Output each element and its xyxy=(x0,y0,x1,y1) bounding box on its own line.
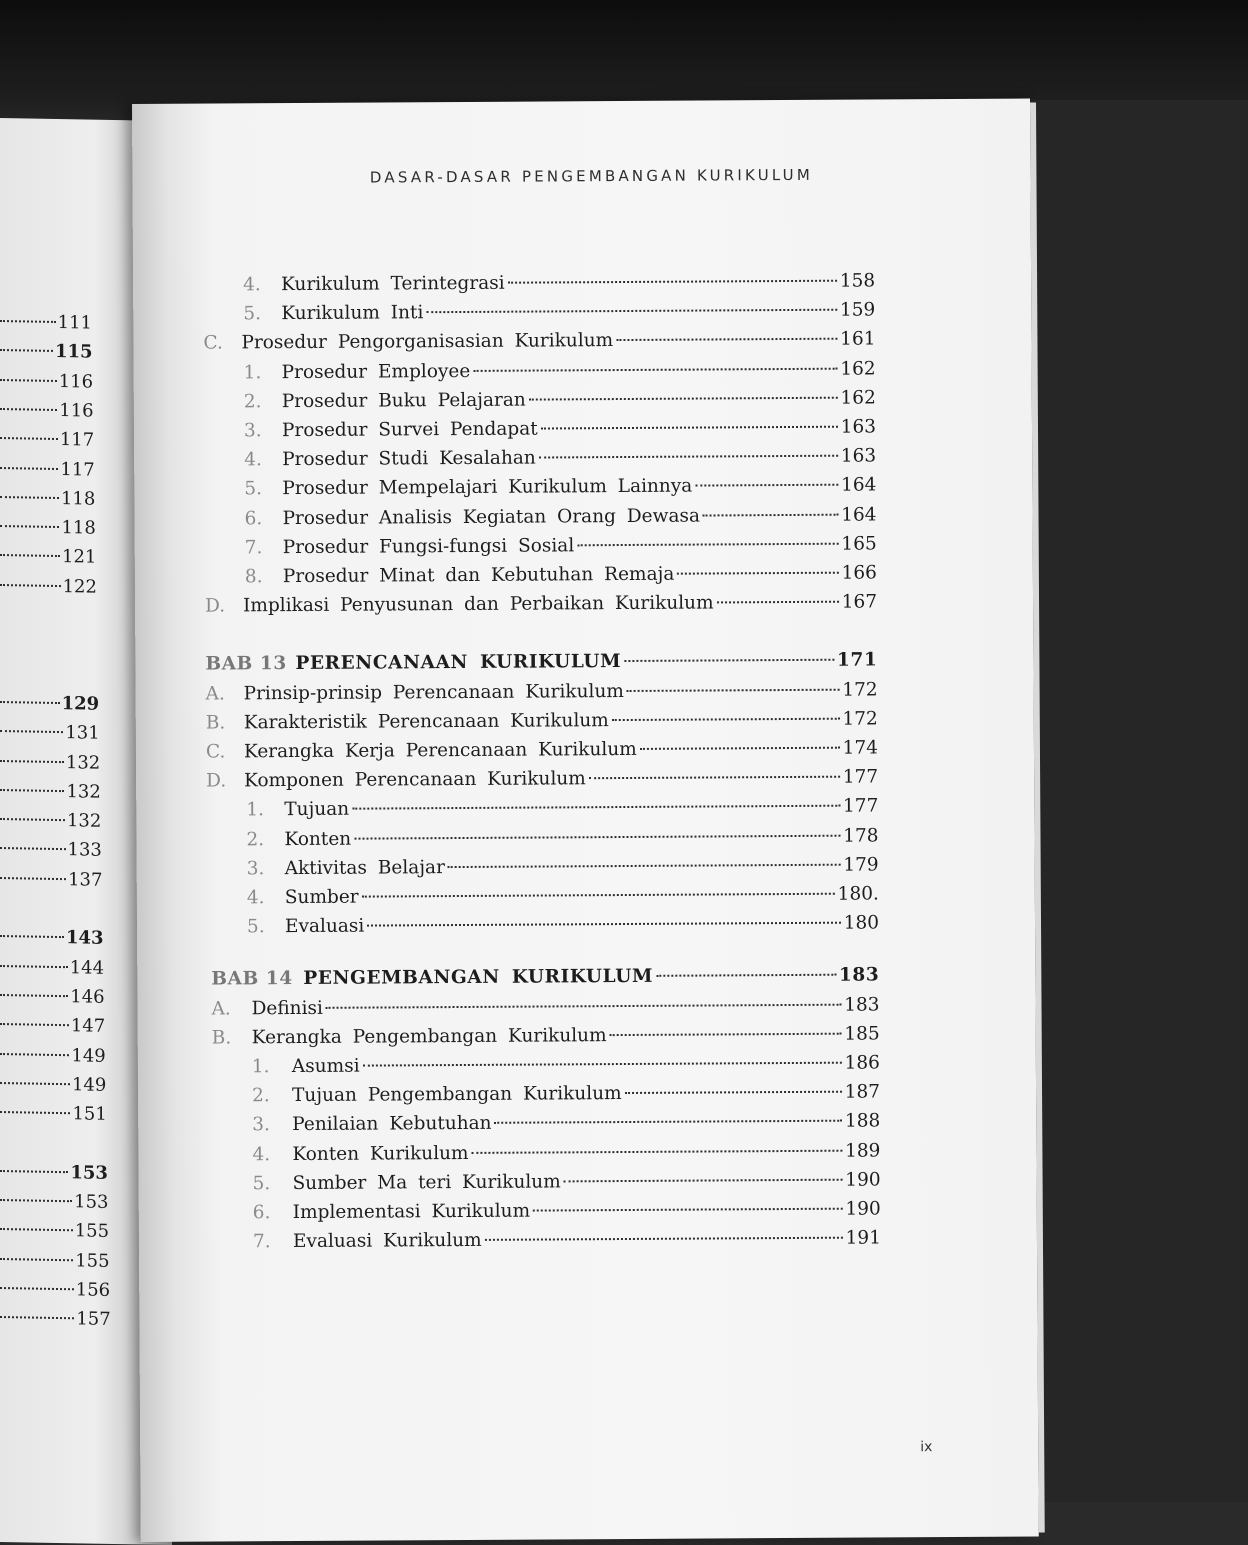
left-toc-row xyxy=(0,748,100,778)
toc-entry-title: Prosedur Studi Kesalahan xyxy=(282,447,536,471)
dot-leader xyxy=(656,974,836,977)
toc-entry-number: 1. xyxy=(246,799,265,821)
toc-entry-title: Tujuan xyxy=(284,799,350,821)
page-number: ix xyxy=(920,1439,933,1456)
dot-leader xyxy=(485,1237,843,1241)
left-toc-row xyxy=(0,1011,105,1041)
toc-entry-number: 3. xyxy=(243,420,262,442)
running-head: DASAR-DASAR PENGEMBANGAN KURIKULUM xyxy=(369,165,814,187)
left-toc-row xyxy=(0,777,101,807)
toc-entry-number: D. xyxy=(205,595,226,617)
toc-entry-title: Karakteristik Perencanaan Kurikulum xyxy=(243,709,609,734)
left-toc-page: 121 xyxy=(62,546,97,569)
left-toc-row xyxy=(0,1128,107,1158)
left-toc-row xyxy=(0,660,99,690)
toc-entry-number: 4. xyxy=(244,449,262,471)
toc-entry-title: Prosedur Mempelajari Kurikulum Lainnya xyxy=(282,475,693,500)
toc-entry-number: C. xyxy=(205,741,226,763)
toc-entry-title: Kurikulum Inti xyxy=(281,302,424,325)
dot-leader xyxy=(640,747,840,750)
dot-leader xyxy=(0,1228,73,1231)
dot-leader xyxy=(0,1199,72,1202)
left-toc-page: 144 xyxy=(69,956,105,979)
dot-leader xyxy=(529,396,838,400)
left-toc-row xyxy=(0,484,95,514)
left-toc-page: 153 xyxy=(70,1161,108,1184)
left-toc-page: 131 xyxy=(65,722,100,744)
toc-entry-title: Prinsip-prinsip Perencanaan Kurikulum xyxy=(243,680,624,704)
dot-leader xyxy=(610,1032,842,1035)
left-toc-page: 151 xyxy=(72,1103,107,1125)
toc-entry-page: 190 xyxy=(845,1198,881,1220)
background-right xyxy=(1018,100,1248,1542)
left-toc-page: 115 xyxy=(54,341,93,363)
toc-entry-page: 183 xyxy=(838,964,880,987)
toc-entry-number: 6. xyxy=(244,507,263,529)
toc-entry-page: 188 xyxy=(844,1110,881,1133)
left-toc-page: 153 xyxy=(74,1191,109,1213)
left-toc-page: 132 xyxy=(66,780,101,803)
toc-entry-title: Tujuan Pengembangan Kurikulum xyxy=(291,1083,622,1107)
toc-entry-title: Prosedur Buku Pelajaran xyxy=(281,389,526,412)
toc-entry xyxy=(244,443,876,475)
left-toc-row xyxy=(0,572,97,602)
toc-entry-page: 172 xyxy=(842,708,878,730)
toc-entry-page: 190 xyxy=(845,1169,881,1191)
left-toc-row xyxy=(0,455,95,485)
toc-entry-page: 191 xyxy=(845,1227,882,1249)
dot-leader xyxy=(533,1208,842,1212)
toc-entry-number: 1. xyxy=(251,1056,270,1078)
toc-entry-page: 164 xyxy=(840,474,877,497)
dot-leader xyxy=(0,965,68,968)
dot-leader xyxy=(677,572,838,575)
dot-leader xyxy=(0,760,64,763)
dot-leader xyxy=(539,455,838,459)
toc-entry-title: Aktivitas Belajar xyxy=(284,856,445,879)
toc-entry xyxy=(253,1225,881,1257)
dot-leader xyxy=(0,1082,70,1085)
dot-leader xyxy=(362,893,835,898)
toc-entry-page: 158 xyxy=(839,270,876,292)
toc-entry-number: 5. xyxy=(252,1172,271,1195)
left-toc-row xyxy=(0,806,101,836)
toc-entry xyxy=(245,530,877,562)
dot-leader xyxy=(589,776,840,780)
main-page xyxy=(132,99,1039,1542)
toc-entry-number: 7. xyxy=(244,537,263,559)
toc-entry-title: Kerangka Pengembangan Kurikulum xyxy=(251,1024,607,1049)
dot-leader xyxy=(0,408,57,411)
left-toc-row xyxy=(0,1187,109,1217)
toc-entry-number: A. xyxy=(211,998,231,1020)
toc-entry xyxy=(247,880,879,912)
dot-leader xyxy=(0,847,66,850)
toc-entry xyxy=(205,589,877,621)
left-toc-row xyxy=(0,718,100,748)
left-toc-row xyxy=(0,835,102,865)
left-toc-row xyxy=(0,630,98,660)
left-toc-row xyxy=(0,308,92,338)
dot-leader xyxy=(695,484,838,487)
dot-leader xyxy=(0,1053,69,1056)
toc-entry-number: BAB 13 xyxy=(205,653,287,675)
left-toc-row xyxy=(0,865,102,895)
toc-entry-page: 161 xyxy=(840,328,876,351)
toc-entry-page: 183 xyxy=(844,994,880,1016)
toc-entry-page: 166 xyxy=(841,562,877,584)
toc-entry-number: 3. xyxy=(246,858,265,880)
toc-entry-title: PERENCANAAN KURIKULUM xyxy=(295,651,622,675)
left-toc-page: 133 xyxy=(67,839,102,862)
toc-entry-number: BAB 14 xyxy=(211,968,293,990)
left-toc-row xyxy=(0,1158,108,1188)
toc-entry-number: 4. xyxy=(246,887,265,909)
toc-entry-number: 1. xyxy=(243,361,262,383)
toc-entry xyxy=(245,559,877,591)
left-toc-page: 116 xyxy=(59,399,94,422)
toc-entry-title: Evaluasi Kurikulum xyxy=(292,1230,482,1253)
toc-entry xyxy=(244,472,876,504)
toc-entry-title: Implikasi Penyusunan dan Perbaikan Kurikulum xyxy=(243,592,714,617)
toc-entry-number: 3. xyxy=(252,1114,270,1136)
dot-leader xyxy=(612,717,840,720)
toc-entry-title: Prosedur Survei Pendapat xyxy=(281,418,538,442)
toc-entry-page: 180 xyxy=(843,912,880,934)
dot-leader xyxy=(0,877,66,880)
toc-entry xyxy=(252,1079,880,1111)
toc-entry xyxy=(203,326,875,358)
toc-entry-number: B. xyxy=(211,1027,232,1049)
toc-entry-title: Sumber xyxy=(284,886,359,909)
toc-entry xyxy=(246,822,878,854)
dot-leader xyxy=(367,922,840,927)
left-toc-page: 122 xyxy=(62,575,97,598)
toc-entry-page: 162 xyxy=(840,387,876,409)
toc-entry-title: Prosedur Minat dan Kebutuhan Remaja xyxy=(282,563,675,588)
left-toc-row xyxy=(0,542,96,572)
toc-entry-number: B. xyxy=(205,712,226,734)
dot-leader xyxy=(0,994,68,997)
dot-leader xyxy=(541,426,838,430)
dot-leader xyxy=(0,1258,73,1261)
dot-leader xyxy=(703,513,838,516)
toc-entry-page: 177 xyxy=(842,766,879,788)
toc-entry-page: 177 xyxy=(842,795,879,818)
dot-leader xyxy=(448,863,840,867)
dot-leader xyxy=(426,309,837,314)
left-toc-page: 149 xyxy=(71,1044,106,1067)
toc-entry-page: 162 xyxy=(840,358,876,380)
toc-entry xyxy=(206,705,878,737)
left-toc-row xyxy=(0,923,104,953)
toc-entry-page: 163 xyxy=(840,445,877,467)
left-toc-page: 118 xyxy=(60,487,96,510)
dot-leader xyxy=(0,349,53,352)
toc-entry xyxy=(206,676,878,708)
left-toc-page: 155 xyxy=(74,1220,110,1243)
toc-entry-page: 187 xyxy=(844,1081,881,1103)
dot-leader xyxy=(473,367,837,371)
dot-leader xyxy=(616,338,837,341)
toc-entry-title: Kerangka Kerja Perencanaan Kurikulum xyxy=(243,738,637,763)
left-toc-row xyxy=(0,513,96,543)
left-toc-page: 155 xyxy=(75,1249,110,1272)
left-toc-row xyxy=(0,953,104,983)
left-toc-row xyxy=(0,1070,106,1100)
dot-leader xyxy=(0,789,64,792)
toc-entry-number: D. xyxy=(206,770,227,792)
toc-entry-number: 5. xyxy=(243,303,262,325)
dot-leader xyxy=(625,1091,842,1094)
dot-leader xyxy=(0,379,57,382)
toc-entry-number: 4. xyxy=(252,1143,271,1165)
dot-leader xyxy=(354,834,840,839)
left-toc-page: 147 xyxy=(70,1015,106,1038)
dot-leader xyxy=(577,542,838,546)
toc-entry xyxy=(253,1166,881,1198)
toc-entry-title: PENGEMBANGAN KURIKULUM xyxy=(303,966,654,990)
toc-entry-page: 167 xyxy=(841,591,878,613)
toc-entry-page: 164 xyxy=(841,504,877,526)
dot-leader xyxy=(495,1120,842,1124)
toc-entry-page: 165 xyxy=(841,533,877,555)
toc-entry-title: Konten xyxy=(284,828,352,850)
left-toc-page: 117 xyxy=(59,429,95,451)
left-toc-row xyxy=(0,982,105,1012)
toc-entry-number: 2. xyxy=(246,828,265,850)
toc-entry-number: 5. xyxy=(246,916,265,938)
toc-entry xyxy=(244,413,876,445)
toc-entry xyxy=(247,910,879,942)
toc-entry xyxy=(206,734,878,766)
dot-leader xyxy=(0,1170,68,1173)
left-toc-page: 132 xyxy=(66,810,102,832)
toc-entry-page: 186 xyxy=(844,1052,880,1074)
left-toc-page: 117 xyxy=(60,458,95,481)
toc-entry xyxy=(252,1108,880,1140)
left-toc-page: 118 xyxy=(61,517,96,539)
toc-entry-title: Penilaian Kebutuhan xyxy=(292,1113,492,1136)
toc-entry-number: 4. xyxy=(243,274,261,296)
left-toc-page: 111 xyxy=(57,312,92,334)
dot-leader xyxy=(472,1149,843,1153)
left-toc-row xyxy=(0,689,99,719)
toc-entry-page: 179 xyxy=(843,854,879,876)
toc-entry xyxy=(206,764,878,796)
left-toc-row xyxy=(0,367,93,397)
left-toc-row xyxy=(0,601,98,631)
toc-entry-title: Prosedur Employee xyxy=(281,360,471,383)
toc-entry-page: 180. xyxy=(837,883,879,905)
toc-entry-title: Definisi xyxy=(251,997,323,1019)
dot-leader xyxy=(0,525,59,528)
toc-entry xyxy=(246,793,878,825)
left-toc-row xyxy=(0,337,93,367)
toc-entry-page: 178 xyxy=(843,825,879,847)
toc-entry-title: Konten Kurikulum xyxy=(292,1142,469,1165)
toc-entry xyxy=(212,1020,880,1052)
dot-leader xyxy=(352,805,840,810)
toc-entry-page: 174 xyxy=(842,737,879,759)
dot-leader xyxy=(0,935,64,938)
left-toc-page: 143 xyxy=(65,927,104,950)
left-toc-row xyxy=(0,1216,109,1246)
toc-entry-title: Prosedur Pengorganisasian Kurikulum xyxy=(241,330,614,354)
dot-leader xyxy=(717,601,839,604)
toc-entry-title: Prosedur Analisis Kegiatan Orang Dewasa xyxy=(282,505,701,529)
left-toc-row xyxy=(0,1246,110,1276)
toc-entry xyxy=(253,1195,881,1227)
dot-leader xyxy=(0,496,59,499)
toc-entry-title: Komponen Perencanaan Kurikulum xyxy=(244,768,586,792)
dot-leader xyxy=(326,1003,841,1008)
toc-entry-title: Asumsi xyxy=(291,1055,360,1078)
toc-entry xyxy=(244,501,876,533)
dot-leader xyxy=(564,1178,843,1182)
toc-entry-number: 7. xyxy=(252,1231,271,1253)
left-toc-page: 116 xyxy=(58,370,94,393)
dot-leader xyxy=(0,437,58,440)
dot-leader xyxy=(627,688,839,691)
dot-leader xyxy=(0,818,65,821)
dot-leader xyxy=(0,320,56,323)
dot-leader xyxy=(508,280,837,284)
toc-entry-number: C. xyxy=(203,332,223,354)
toc-entry-title: Kurikulum Terintegrasi xyxy=(281,272,505,296)
dot-leader xyxy=(0,467,58,470)
dot-leader xyxy=(624,659,834,662)
dot-leader xyxy=(0,1287,74,1290)
toc-entry xyxy=(252,1049,880,1081)
dot-leader xyxy=(0,554,60,557)
left-toc-page: 137 xyxy=(68,868,103,891)
toc-entry-number: 8. xyxy=(244,566,263,588)
toc-entry xyxy=(244,355,876,387)
left-toc-row xyxy=(0,1099,107,1129)
toc-entry xyxy=(252,1137,880,1169)
chapter-heading xyxy=(211,962,879,994)
chapter-heading xyxy=(205,647,877,679)
left-toc-page: 146 xyxy=(70,986,105,1008)
toc-entry xyxy=(211,991,879,1023)
left-toc-row xyxy=(0,396,94,426)
left-toc-page: 156 xyxy=(75,1279,111,1301)
dot-leader xyxy=(0,1111,70,1114)
toc-entry-title: Prosedur Fungsi-fungsi Sosial xyxy=(282,535,575,558)
toc-entry-page: 185 xyxy=(844,1023,880,1045)
toc-entry-title: Implementasi Kurikulum xyxy=(292,1200,531,1224)
left-toc-row xyxy=(0,1304,111,1334)
toc-entry-number: A. xyxy=(205,683,225,705)
left-toc-row xyxy=(0,894,103,924)
toc-entry-number: 5. xyxy=(244,478,263,500)
toc-entry-page: 172 xyxy=(842,679,878,701)
toc-entry xyxy=(244,384,876,416)
toc-entry-page: 189 xyxy=(845,1140,881,1162)
dot-leader xyxy=(0,1316,74,1319)
dot-leader xyxy=(0,1023,69,1026)
toc-entry-title: Sumber Ma teri Kurikulum xyxy=(292,1171,561,1194)
toc-entry xyxy=(243,267,875,299)
toc-entry-page: 159 xyxy=(839,299,876,321)
toc-entry xyxy=(243,297,875,329)
left-toc-row xyxy=(0,425,94,455)
toc-entry-number: 6. xyxy=(252,1202,271,1224)
left-toc-page: 129 xyxy=(61,692,100,715)
toc-entry-number: 2. xyxy=(243,391,262,413)
toc-entry-page: 163 xyxy=(840,416,877,438)
dot-leader xyxy=(0,701,60,704)
left-toc-row xyxy=(0,1275,110,1305)
left-toc-row xyxy=(0,1041,106,1071)
left-toc-page: 157 xyxy=(76,1308,111,1331)
left-toc-page: 149 xyxy=(71,1074,107,1096)
toc-entry-number: 2. xyxy=(251,1085,270,1107)
dot-leader xyxy=(363,1062,842,1067)
toc-entry xyxy=(247,851,879,883)
dot-leader xyxy=(0,730,63,733)
dot-leader xyxy=(0,584,61,587)
toc-entry-title: Evaluasi xyxy=(284,915,365,938)
toc-entry-page: 171 xyxy=(836,649,878,672)
left-toc-page: 132 xyxy=(65,751,101,774)
